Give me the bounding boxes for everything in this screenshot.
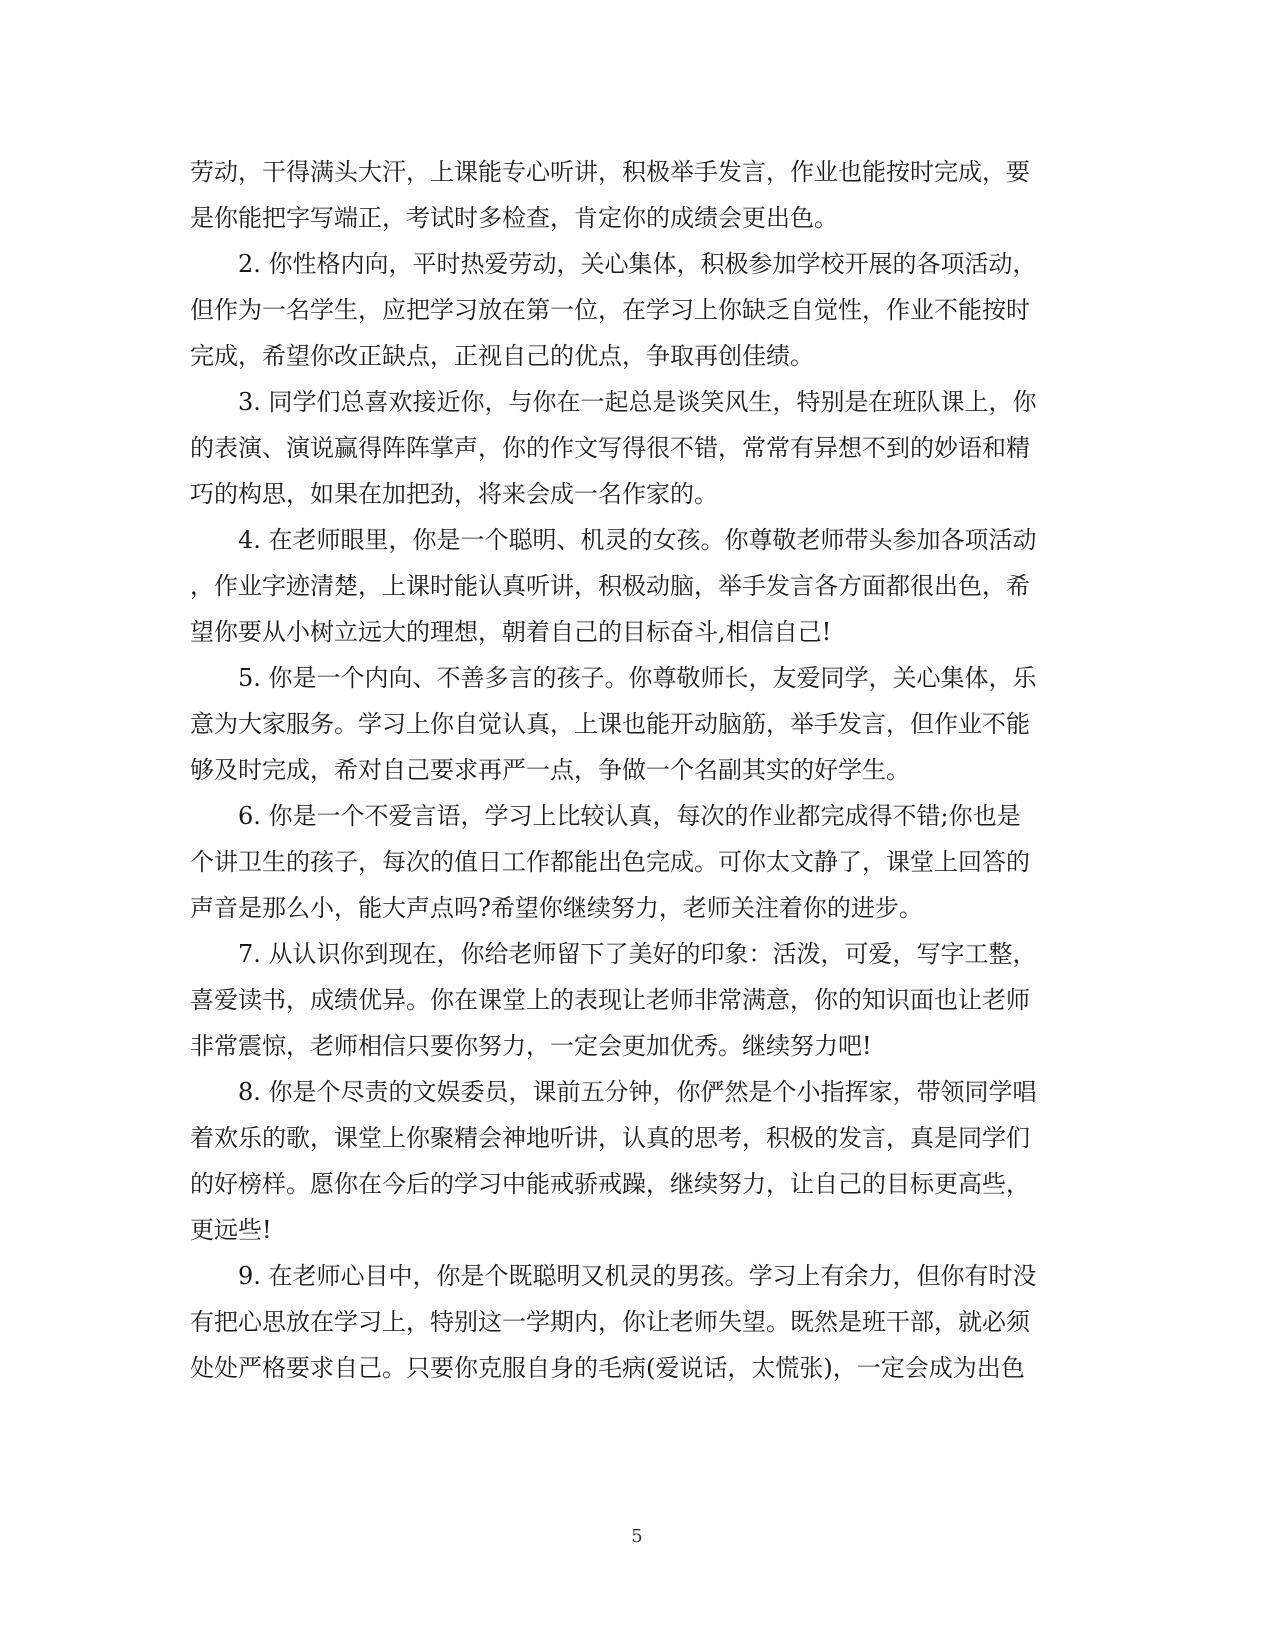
text-line: 巧的构思，如果在加把劲，将来会成一名作家的。: [190, 480, 718, 508]
text-line: 的表演、演说赢得阵阵掌声，你的作文写得很不错，常常有异想不到的妙语和精: [190, 434, 1030, 462]
text-line: 有把心思放在学习上，特别这一学期内，你让老师失望。既然是班干部，就必须: [190, 1308, 1030, 1336]
text-line: 声音是那么小，能大声点吗?希望你继续努力，老师关注着你的进步。: [190, 894, 923, 922]
paragraph-5-start: 5. 你是一个内向、不善多言的孩子。你尊敬师长，友爱同学，关心集体，乐: [238, 664, 1037, 692]
text-line: 的好榜样。愿你在今后的学习中能戒骄戒躁，继续努力，让自己的目标更高些，: [190, 1170, 1030, 1198]
text-line: 喜爱读书，成绩优异。你在课堂上的表现让老师非常满意，你的知识面也让老师: [190, 986, 1030, 1014]
text-line: 但作为一名学生，应把学习放在第一位，在学习上你缺乏自觉性，作业不能按时: [190, 296, 1030, 324]
text-line: ，作业字迹清楚，上课时能认真听讲，积极动脑，举手发言各方面都很出色，希: [190, 572, 1030, 600]
text-line: 非常震惊，老师相信只要你努力，一定会更加优秀。继续努力吧!: [190, 1032, 872, 1060]
paragraph-9-start: 9. 在老师心目中，你是个既聪明又机灵的男孩。学习上有余力，但你有时没: [238, 1262, 1037, 1290]
paragraph-4-start: 4. 在老师眼里，你是一个聪明、机灵的女孩。你尊敬老师带头参加各项活动: [238, 526, 1037, 554]
text-line: 着欢乐的歌，课堂上你聚精会神地听讲，认真的思考，积极的发言，真是同学们: [190, 1124, 1030, 1152]
text-line: 劳动，干得满头大汗，上课能专心听讲，积极举手发言，作业也能按时完成，要: [190, 158, 1030, 186]
paragraph-2-start: 2. 你性格内向，平时热爱劳动，关心集体，积极参加学校开展的各项活动，: [238, 250, 1037, 278]
text-line: 完成，希望你改正缺点，正视自己的优点，争取再创佳绩。: [190, 342, 814, 370]
text-line: 意为大家服务。学习上你自觉认真，上课也能开动脑筋，举手发言，但作业不能: [190, 710, 1030, 738]
page-number: 5: [631, 1526, 643, 1547]
paragraph-7-start: 7. 从认识你到现在，你给老师留下了美好的印象：活泼，可爱，写字工整，: [238, 940, 1037, 968]
text-line: 望你要从小树立远大的理想，朝着自己的目标奋斗,相信自己!: [190, 618, 832, 646]
text-line: 更远些!: [190, 1216, 272, 1244]
text-line: 处处严格要求自己。只要你克服自身的毛病(爱说话，太慌张)，一定会成为出色: [190, 1354, 1025, 1382]
text-line: 个讲卫生的孩子，每次的值日工作都能出色完成。可你太文静了，课堂上回答的: [190, 848, 1030, 876]
text-line: 够及时完成，希对自己要求再严一点，争做一个名副其实的好学生。: [190, 756, 910, 784]
paragraph-3-start: 3. 同学们总喜欢接近你，与你在一起总是谈笑风生，特别是在班队课上，你: [238, 388, 1037, 416]
paragraph-8-start: 8. 你是个尽责的文娱委员，课前五分钟，你俨然是个小指挥家，带领同学唱: [238, 1078, 1037, 1106]
paragraph-6-start: 6. 你是一个不爱言语，学习上比较认真，每次的作业都完成得不错;你也是: [238, 802, 1021, 830]
text-line: 是你能把字写端正，考试时多检查，肯定你的成绩会更出色。: [190, 204, 838, 232]
